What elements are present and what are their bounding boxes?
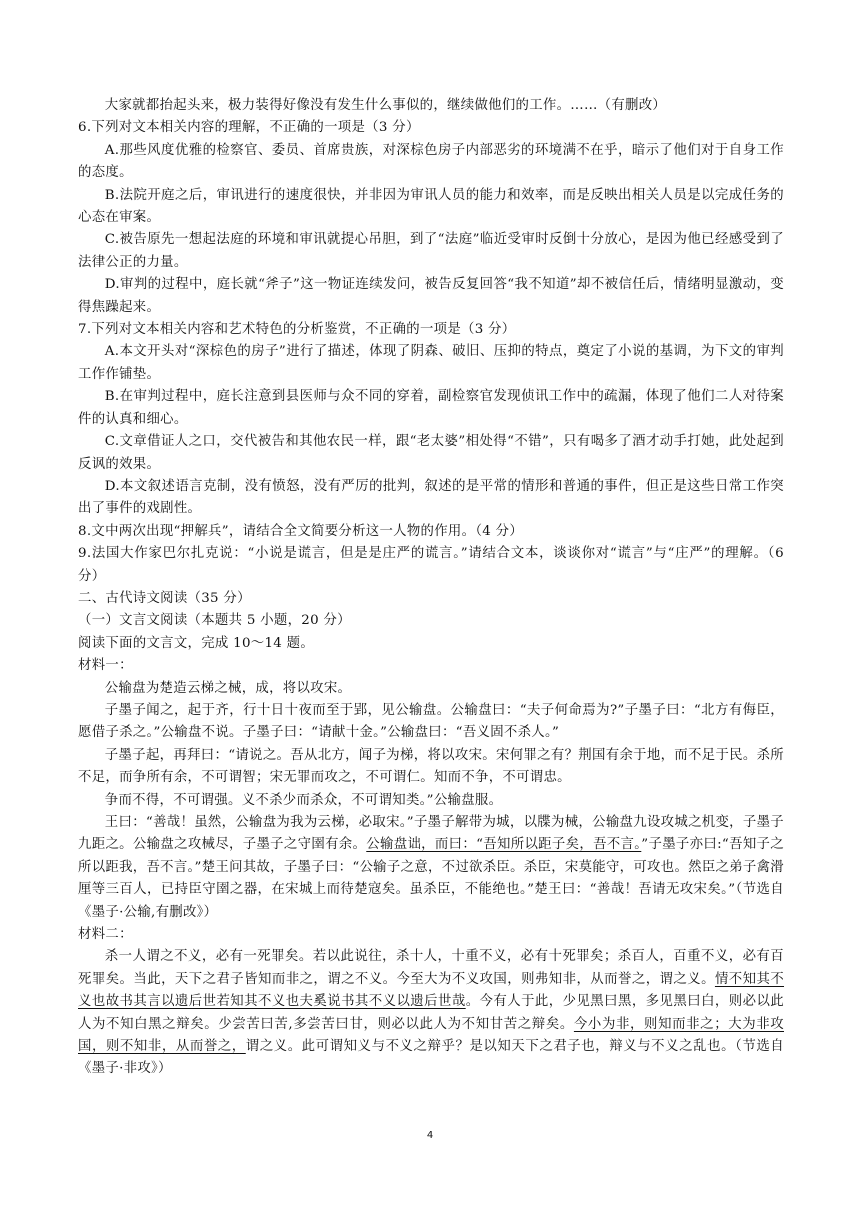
- page-content: [78, 95, 784, 1081]
- question-6-option-a: A.那些风度优雅的检察官、委员、首席贵族，对深棕色房子内部恶劣的环境满不在乎，暗示了他们对于自身工作的态度。: [78, 142, 784, 181]
- material-1-label: 材料一：: [78, 658, 133, 674]
- underlined-sentence: 公输盘诎，而曰：“吾知所以距子矣，吾不言。: [366, 837, 642, 853]
- question-8: 8.文中两次出现“押解兵”，请结合全文简要分析这一人物的作用。（4 分）: [78, 523, 524, 539]
- section-subtitle: （一）文言文阅读（本题共 5 小题，20 分）: [78, 613, 351, 629]
- question-6-option-b: B.法院开庭之后，审讯进行的速度很快，并非因为审讯人员的能力和效率，而是反映出相关人员是以完成任务的心态在审案。: [78, 187, 784, 226]
- intro-line: 大家就都抬起头来，极力装得好像没有发生什么事似的，继续做他们的工作。……（有删改）: [104, 98, 667, 113]
- material-2-label: 材料二：: [78, 927, 133, 943]
- material-1-paragraph-3: 子墨子起，再拜曰：“请说之。吾从北方，闻子为梯，将以攻宋。宋何罪之有？荆国有余于地，而不足于民。杀所不足，而争所有余，不可谓智；宋无罪而攻之，不可谓仁。知而不争，不可谓忠。: [78, 747, 784, 786]
- material-2-paragraph-1: [78, 946, 784, 1080]
- material-1-paragraph-2: 子墨子闻之，起于齐，行十日十夜而至于郢，见公输盘。公输盘曰：“夫子何命焉为?”子墨子曰：“北方有侮臣，愿借子杀之。”公输盘不说。子墨子曰：“请献十金。”公输盘曰：“吾义固不杀人。”: [78, 702, 784, 741]
- question-7-stem: 7.下列对文本相关内容和艺术特色的分析鉴赏，不正确的一项是（3 分）: [78, 322, 516, 338]
- page-number: 4: [426, 1130, 434, 1141]
- material-2-text-b: 。今有人于此，少见黑曰黑，多见黑曰白，则必以此人为不知白黑之辩矣。少尝苦曰苦,多尝苦曰甘，则必以此人为不知甘苦之辩矣。: [78, 994, 784, 1032]
- material-1-paragraph-5-text-b: ”子墨子亦曰:“吾知子之所以距我，吾不言。”楚王问其故，子墨子曰：“公输子之意，不过欲杀臣。杀臣，宋莫能守，可攻也。然臣之弟子禽滑厘等三百人，已持臣守圉之器，在宋城上而待楚寇矣。虽杀臣，不能绝也。”楚王曰：“善哉！吾请无攻宋矣。”（节选自《墨子·公输,有删改》）: [78, 837, 784, 920]
- question-7-option-d: D.本文叙述语言克制，没有愤怒，没有严厉的批判，叙述的是平常的情形和普通的事件，但正是这些日常工作突出了事件的戏剧性。: [78, 478, 784, 517]
- section-instruction: 阅读下面的文言文，完成 10～14 题。: [78, 635, 315, 651]
- material-1-paragraph-1: 公输盘为楚造云梯之械，成，将以攻宋。: [104, 680, 352, 696]
- question-6-stem: 6.下列对文本相关内容的理解，不正确的一项是（3 分）: [78, 120, 420, 136]
- underlined-translation-sentence: 今小为非，则知而非之；大为非攻国，则不知非，从而誉之，: [78, 1016, 784, 1055]
- material-2-text-c: 谓之义。此可谓知义与不义之辩乎？是以知天下之君子也，辩义与不义之乱也。（节选自《墨子·非攻》）: [78, 1039, 784, 1077]
- section-title: 二、古代诗文阅读（35 分）: [78, 590, 251, 606]
- material-1-paragraph-4: 争而不得，不可谓强。义不杀少而杀众，不可谓知类。”公输盘服。: [104, 792, 503, 808]
- question-7-option-b: B.在审判过程中，庭长注意到县医师与众不同的穿着，副检察官发现侦讯工作中的疏漏，体现了他们二人对待案件的认真和细心。: [78, 389, 784, 427]
- material-1-paragraph-5: [78, 812, 784, 924]
- material-2-text-a: 杀一人谓之不义，必有一死罪矣。若以此说往，杀十人，十重不义，必有十死罪矣；杀百人，百重不义，必有百死罪矣。当此，天下之君子皆知而非之，谓之不义。今至大为不义攻国，则弗知非，从而誉之，谓之义。: [78, 949, 784, 987]
- question-6-option-c: C.被告原先一想起法庭的环境和审讯就提心吊胆，到了“法庭”临近受审时反倒十分放心，是因为他已经感受到了法律公正的力量。: [78, 232, 784, 270]
- question-9: 9.法国大作家巴尔扎克说：“小说是谎言，但是是庄严的谎言。”请结合文本，谈谈你对“谎言”与“庄严”的理解。（6 分）: [78, 546, 784, 584]
- underlined-unpunctuated-passage: 情不知其不义也故书其言以遗后世若知其不义也夫奚说书其不义以遗后世哉: [78, 971, 785, 1010]
- question-7-option-a: A.本文开头对“深棕色的房子”进行了描述，体现了阴森、破旧、压抑的特点，奠定了小说的基调，为下文的审判工作作铺垫。: [78, 344, 784, 382]
- material-1-paragraph-5-text-a: 王曰：“善哉！虽然，公输盘为我为云梯，必取宋。”子墨子解带为城，以牒为械，公输盘九设攻城之机变，子墨子九距之。公输盘之攻械尽，子墨子之守圉有余。: [78, 815, 784, 853]
- question-7-option-c: C.文章借证人之口，交代被告和其他农民一样，跟“老太婆”相处得“不错”，只有喝多了酒才动手打她，此处起到反讽的效果。: [78, 434, 784, 472]
- question-6-option-d: D.审判的过程中，庭长就“斧子”这一物证连续发问，被告反复回答“我不知道”却不被信任后，情绪明显激动，变得焦躁起来。: [78, 277, 784, 315]
